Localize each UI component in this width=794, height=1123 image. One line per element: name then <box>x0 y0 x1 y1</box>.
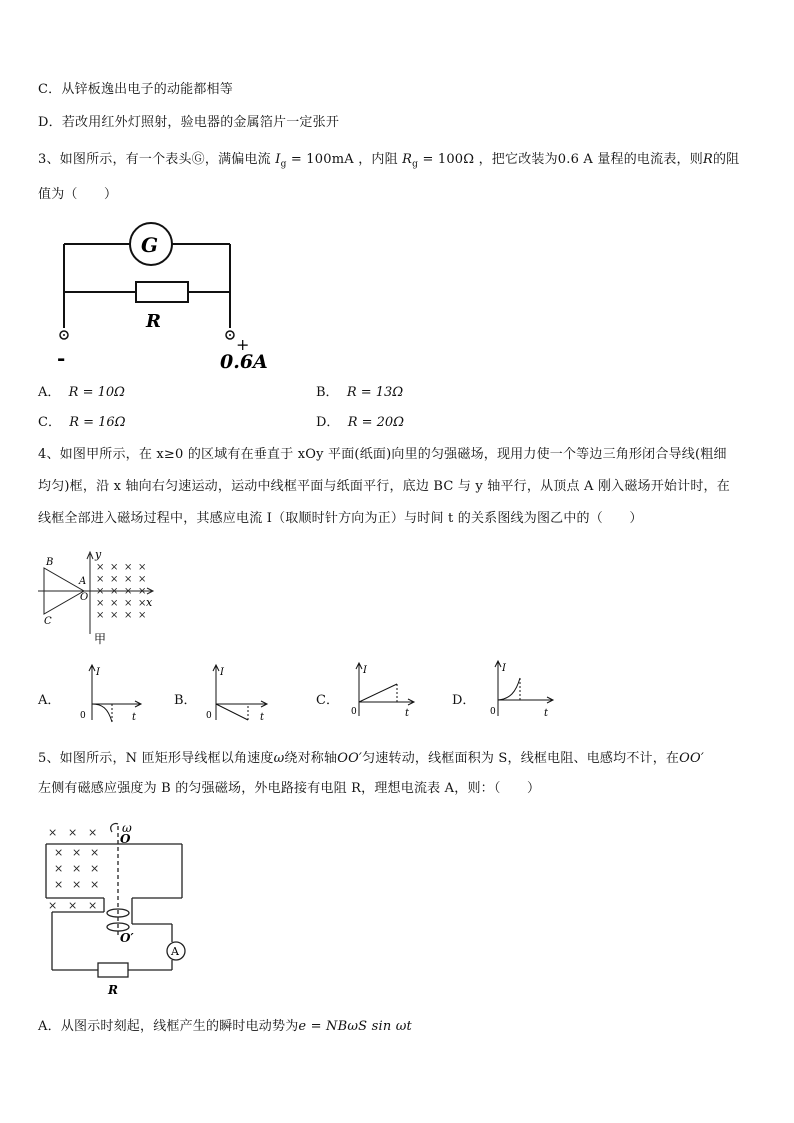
q3-option-d: D． R = 20Ω <box>316 415 404 430</box>
svg-text:0: 0 <box>80 711 86 721</box>
svg-text:t: t <box>405 708 410 719</box>
field-cross: × <box>90 846 100 859</box>
field-cross: × <box>138 574 147 585</box>
field-cross: × <box>110 574 119 585</box>
q4-option-a-letter: A． <box>38 693 61 708</box>
q4-graph-d <box>484 658 564 720</box>
svg-text:t: t <box>260 712 265 723</box>
field-cross: × <box>54 878 64 891</box>
q3-stem-line1: 3、如图所示，有一个表头Ⓖ，满偏电流 $I_g = 100mA$ ，内阻 $R_g = 100\Omega$ ，把它改装为0.6 A 量程的电流表，则R的阻 <box>38 152 740 170</box>
field-cross: × <box>138 610 147 621</box>
field-cross: × <box>96 586 105 597</box>
field-cross: × <box>96 562 105 573</box>
resistor-label: R <box>146 311 161 332</box>
range-label: 0.6A <box>220 351 268 373</box>
q2-option-c: C．从锌板逸出电子的动能都相等 <box>38 82 233 97</box>
q5-stem-line1: 5、如图所示，N 匝矩形导线框以角速度ω绕对称轴OO′匀速转动，线框面积为 S，线框电阻、电感均不计，在OO′ <box>38 751 705 766</box>
field-cross: × <box>88 826 98 839</box>
field-cross: × <box>48 826 58 839</box>
q3-option-b: B． R = 13Ω <box>316 385 404 400</box>
field-cross: × <box>124 598 133 609</box>
q4-graph-c <box>345 660 425 722</box>
field-cross: × <box>96 610 105 621</box>
field-cross: × <box>68 826 78 839</box>
field-cross: × <box>96 574 105 585</box>
q4-option-c-letter: C． <box>316 693 339 708</box>
resistor-label: R <box>108 983 118 997</box>
svg-text:0: 0 <box>206 711 212 721</box>
svg-text:I: I <box>502 663 506 674</box>
q2-option-d: D．若改用红外灯照射，验电器的金属箔片一定张开 <box>38 115 340 130</box>
field-cross: × <box>90 878 100 891</box>
q4-stem-line2: 均匀)框，沿 x 轴向右匀速运动，运动中线框平面与纸面平行，底边 BC 与 y 轴平行，从顶点 A 刚入磁场开始计时，在 <box>38 479 730 494</box>
o-prime-label: O′ <box>120 931 134 945</box>
field-cross: × <box>138 598 147 609</box>
q3-circuit-figure <box>40 218 280 378</box>
field-cross: × <box>110 610 119 621</box>
svg-text:t: t <box>544 708 549 719</box>
omega-label: ω <box>122 821 132 835</box>
label-a: A <box>79 576 87 587</box>
ammeter-label: A <box>171 945 179 958</box>
svg-text:I: I <box>220 667 224 678</box>
field-cross: × <box>54 846 64 859</box>
field-cross: × <box>72 862 82 875</box>
q4-option-b-letter: B． <box>174 693 197 708</box>
galvanometer-symbol: Ⓖ <box>191 152 205 167</box>
q4-graph-b <box>202 662 282 724</box>
label-x: x <box>146 596 153 609</box>
q3-stem-line2: 值为（ ） <box>38 187 118 202</box>
field-cross: × <box>90 862 100 875</box>
field-cross: × <box>110 562 119 573</box>
field-cross: × <box>72 846 82 859</box>
q5-coil-figure <box>38 818 208 1000</box>
field-cross: × <box>124 586 133 597</box>
field-cross: × <box>124 562 133 573</box>
q4-figure-jia <box>34 548 164 648</box>
label-c: C <box>44 616 52 627</box>
q4-graph-a <box>72 662 152 724</box>
field-cross: × <box>138 562 147 573</box>
figure-caption: 甲 <box>94 632 107 646</box>
q3-option-a: A． R = 10Ω <box>38 385 125 400</box>
galvanometer-label: G <box>141 233 159 257</box>
label-o: O <box>80 592 89 603</box>
plus-sign: + <box>236 335 250 354</box>
field-cross: × <box>110 586 119 597</box>
field-cross: × <box>88 899 98 912</box>
resistor-r <box>98 963 128 977</box>
svg-text:I: I <box>363 665 367 676</box>
svg-text:0: 0 <box>351 707 357 717</box>
magnetic-field-crosses <box>48 826 99 912</box>
svg-text:I: I <box>96 667 100 678</box>
field-cross: × <box>124 610 133 621</box>
q4-option-d-letter: D． <box>452 693 476 708</box>
field-cross: × <box>48 899 58 912</box>
o-label: O <box>120 832 131 846</box>
svg-text:t: t <box>132 712 137 723</box>
label-y: y <box>95 548 102 561</box>
q3-option-c: C． R = 16Ω <box>38 415 126 430</box>
field-cross: × <box>68 899 78 912</box>
minus-sign: - <box>57 346 66 370</box>
q5-option-a: A．从图示时刻起，线框产生的瞬时电动势为e = NBωS sin ωt <box>38 1019 412 1034</box>
svg-text:0: 0 <box>490 707 496 717</box>
field-cross: × <box>138 586 147 597</box>
q4-stem-line1: 4、如图甲所示，在 x≥0 的区域有在垂直于 xOy 平面(纸面)向里的匀强磁场，现用力使一个等边三角形闭合导线(粗细 <box>38 447 727 462</box>
label-b: B <box>46 557 54 568</box>
field-cross: × <box>96 598 105 609</box>
q4-stem-line3: 线框全部进入磁场过程中，其感应电流 I（取顺时针方向为正）与时间 t 的关系图线为图乙中的（ ） <box>38 511 643 526</box>
field-cross: × <box>54 862 64 875</box>
field-cross: × <box>124 574 133 585</box>
field-cross: × <box>72 878 82 891</box>
field-cross: × <box>110 598 119 609</box>
resistor-r <box>136 282 188 302</box>
q5-stem-line2: 左侧有磁感应强度为 B 的匀强磁场，外电路接有电阻 R，理想电流表 A，则：（ ） <box>38 781 541 796</box>
